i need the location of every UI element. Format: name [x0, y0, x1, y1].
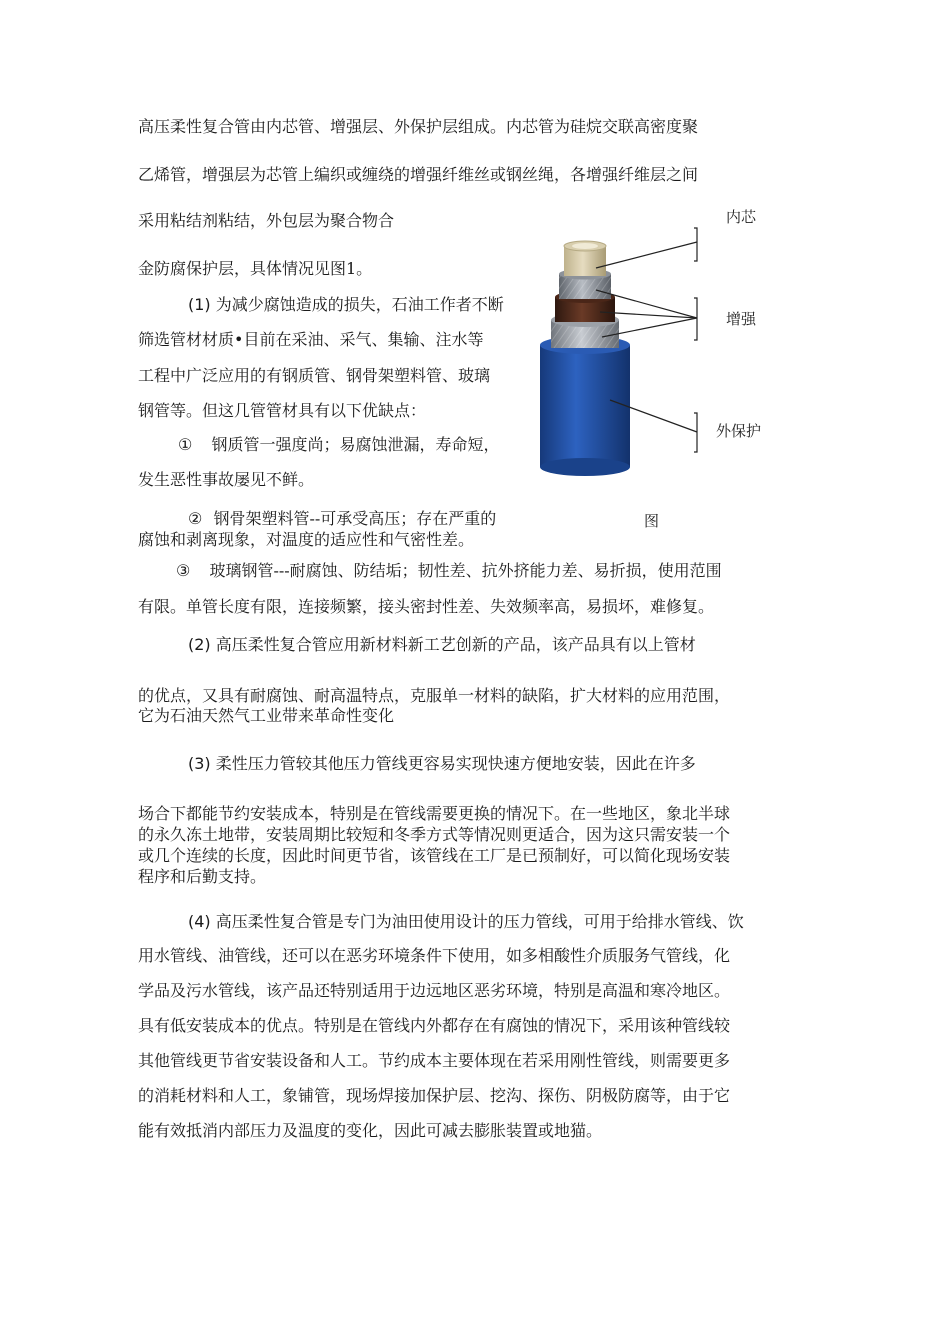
p3-line-2: 场合下都能节约安装成本，特别是在管线需要更换的情况下。在一些地区，象北半球: [138, 804, 731, 823]
p4-line-5: 其他管线更节省安装设备和人工。节约成本主要体现在若采用刚性管线，则需要更多: [138, 1051, 731, 1070]
p1-number: (1): [188, 295, 211, 314]
item2-text: 钢骨架塑料管--可承受高压；存在严重的: [213, 509, 497, 528]
intro-line-1: 高压柔性复合管由内芯管、增强层、外保护层组成。内芯管为硅烷交联高密度聚: [138, 117, 699, 136]
p4-text: 高压柔性复合管是专门为油田使用设计的压力管线，可用于给排水管线、饮: [215, 912, 744, 931]
p2-text: 高压柔性复合管应用新材料新工艺创新的产品，该产品具有以上管材: [215, 635, 696, 654]
p4-line-1: [188, 912, 744, 932]
label-inner-core: 内芯: [726, 208, 757, 226]
intro-line-2: 乙烯管，增强层为芯管上编织或缠绕的增强纤维丝或钢丝绳，各增强纤维层之间: [138, 165, 699, 184]
label-outer-protection: 外保护: [716, 422, 762, 440]
inner-core-layer: [564, 241, 606, 276]
p1-line-4: 钢管等。但这几管管材具有以下优缺点：: [138, 401, 427, 420]
p4-line-4: 具有低安装成本的优点。特别是在管线内外都存在有腐蚀的情况下，采用该种管线较: [138, 1016, 731, 1035]
p1-line-1: [188, 295, 504, 315]
label-reinforcement: 增强: [726, 310, 757, 328]
p3-line-5: 程序和后勤支持。: [138, 867, 267, 886]
p4-line-3: 学品及污水管线，该产品还特别适用于边远地区恶劣环境，特别是高温和寒冷地区。: [138, 981, 731, 1000]
p2-line-1: [188, 635, 696, 655]
item2-marker: ②: [188, 509, 203, 528]
p3-line-4: 或几个连续的长度，因此时间更节省，该管线在工厂是已预制好，可以简化现场安装: [138, 846, 731, 865]
figure-caption: 图: [644, 512, 660, 530]
outer-jacket-layer: [540, 336, 630, 476]
p3-text: 柔性压力管较其他压力管线更容易实现快速方便地安装，因此在许多: [215, 754, 696, 773]
item3-line-2: 有限。单管长度有限，连接频繁，接头密封性差、失效频率高，易损坏，难修复。: [138, 597, 715, 616]
p4-line-2: 用水管线、油管线，还可以在恶劣环境条件下使用，如多相酸性介质服务气管线，化: [138, 946, 731, 965]
item2-line-1: [188, 509, 496, 529]
pipe-structure-figure: [540, 200, 800, 494]
p2-line-2: 的优点，又具有耐腐蚀、耐高温特点，克服单一材料的缺陷，扩大材料的应用范围，: [138, 686, 731, 705]
item3-text: 玻璃钢管---耐腐蚀、防结垢；韧性差、抗外挤能力差、易折损，使用范围: [209, 561, 722, 580]
p4-line-7: 能有效抵消内部压力及温度的变化，因此可减去膨胀装置或地猫。: [138, 1121, 603, 1140]
item1-line-1: [178, 435, 499, 455]
item2-line-2: 腐蚀和剥离现象，对温度的适应性和气密性差。: [138, 530, 475, 549]
p1-text: 为减少腐蚀造成的损失，石油工作者不断: [215, 295, 504, 314]
p3-line-1: [188, 754, 696, 774]
item1-line-2: 发生恶性事故屡见不鲜。: [138, 470, 315, 489]
p3-number: (3): [188, 754, 211, 773]
intro-line-4: 金防腐保护层，具体情况见图1。: [138, 259, 373, 278]
p4-number: (4): [188, 912, 211, 931]
p1-line-3: 工程中广泛应用的有钢质管、钢骨架塑料管、玻璃: [138, 366, 491, 385]
item3-marker: ③: [176, 561, 191, 580]
intro-line-3: 采用粘结剂粘结，外包层为聚合物合: [138, 211, 395, 230]
item3-line-1: [176, 561, 722, 581]
p2-number: (2): [188, 635, 211, 654]
p1-line-2: 筛选管材材质•目前在采油、采气、集输、注水等: [138, 330, 484, 349]
p4-line-6: 的消耗材料和人工，象铺管，现场焊接加保护层、挖沟、探伤、阴极防腐等，由于它: [138, 1086, 731, 1105]
item1-marker: ①: [178, 435, 193, 454]
pipe-illustration: [540, 200, 800, 490]
p2-line-3: 它为石油天然气工业带来革命性变化: [138, 706, 395, 725]
item1-text: 钢质管一强度尚；易腐蚀泄漏，寿命短，: [211, 435, 500, 454]
p3-line-3: 的永久冻土地带，安装周期比较短和冬季方式等情况则更适合，因为这只需安装一个: [138, 825, 731, 844]
